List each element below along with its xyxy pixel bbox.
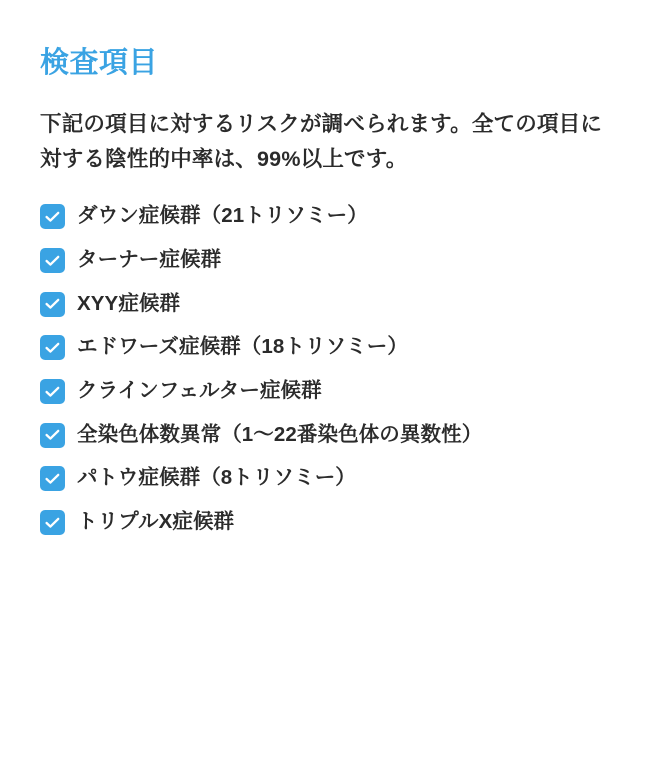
list-item: [40, 508, 634, 536]
check-icon: [40, 335, 65, 360]
check-icon: [40, 292, 65, 317]
check-icon: [40, 423, 65, 448]
list-item-label: パトウ症候群（8トリソミー）: [77, 466, 356, 490]
list-item-label: ダウン症候群（21トリソミー）: [77, 204, 368, 228]
check-icon: [40, 379, 65, 404]
list-item-label: クラインフェルター症候群: [77, 379, 322, 403]
check-icon: [40, 248, 65, 273]
list-item-label: ターナー症候群: [77, 248, 222, 272]
check-icon: [40, 204, 65, 229]
page-title: 検査項目: [40, 47, 159, 79]
list-item: [40, 377, 634, 405]
list-item: [40, 202, 634, 230]
list-item-label: 全染色体数異常（1〜22番染色体の異数性）: [77, 422, 483, 446]
list-item: [40, 290, 634, 318]
list-item: [40, 464, 634, 492]
check-icon: [40, 510, 65, 535]
list-item: [40, 421, 634, 449]
check-icon: [40, 466, 65, 491]
list-item-label: エドワーズ症候群（18トリソミー）: [77, 335, 408, 359]
list-item-label: トリプルX症候群: [77, 510, 235, 534]
list-item-label: XYY症候群: [77, 291, 181, 315]
test-item-list: [40, 202, 634, 535]
list-item: [40, 246, 634, 274]
list-item: [40, 333, 634, 361]
description-text: 下記の項目に対するリスクが調べられます。全ての項目に対する陰性的中率は、99%以上です。: [40, 111, 603, 171]
